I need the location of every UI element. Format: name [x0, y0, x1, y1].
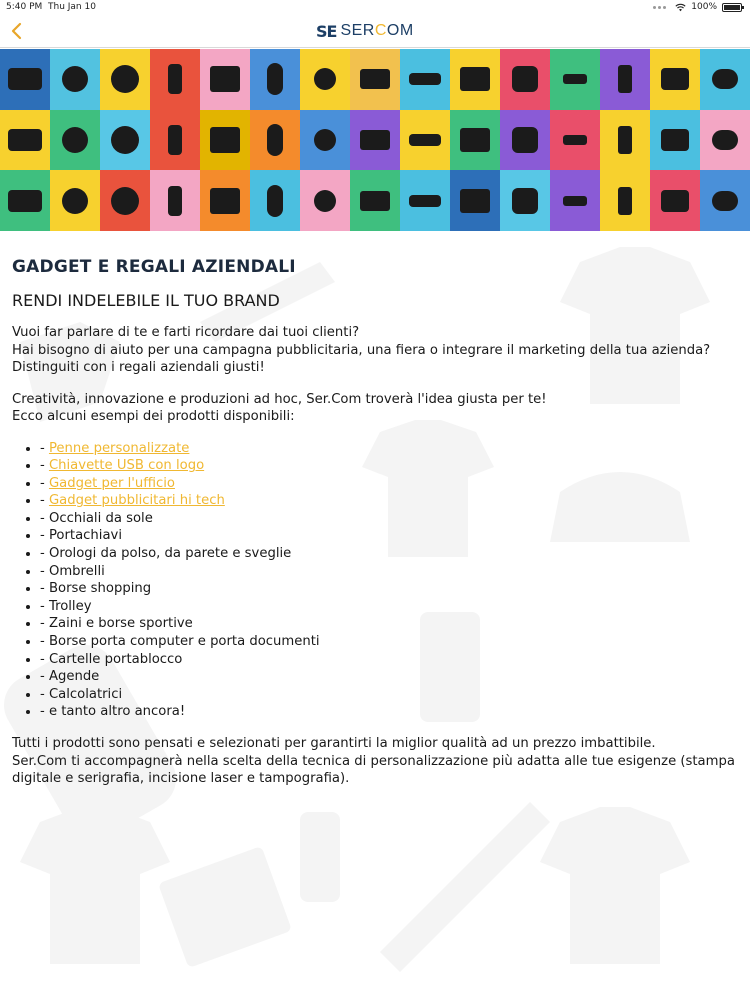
- gadget-icon: [8, 68, 42, 90]
- products-list: [12, 440, 738, 722]
- link-gadget-ufficio[interactable]: Gadget per l'ufficio: [48, 475, 175, 491]
- gadget-icon: [267, 124, 283, 156]
- hero-tile-gadget-icon: [700, 49, 750, 110]
- content-area: [0, 232, 750, 1000]
- gadget-icon: [460, 67, 490, 91]
- list-item: [40, 475, 738, 493]
- list-item: • - e tanto altro ancora!: [40, 703, 738, 721]
- hero-tile-gadget-icon: [650, 110, 700, 171]
- hero-tile-gadget-icon: [550, 170, 600, 231]
- battery-icon: [722, 3, 742, 12]
- hero-tile-gadget-icon: [550, 49, 600, 110]
- intro-line-2: Hai bisogno di aiuto per una campagna pubblicitaria, una fiera o integrare il marketing della tua azienda? Distinguiti con i regali aziendali giusti!: [12, 342, 711, 375]
- status-time: 5:40 PM: [6, 2, 43, 12]
- battery-percent: 100%: [691, 2, 717, 12]
- list-item: • - Agende: [40, 668, 738, 686]
- list-item: • - Zaini e borse sportive: [40, 615, 738, 633]
- gadget-icon: [360, 191, 390, 211]
- hero-tile-gadget-icon: [0, 49, 50, 110]
- hero-tile-gadget-icon: [500, 170, 550, 231]
- list-prefix: -: [40, 458, 49, 474]
- outro-line-1: Tutti i prodotti sono pensati e selezionati per garantirti la miglior qualità ad un prezzo imbattibile.: [12, 736, 656, 751]
- link-penne-personalizzate[interactable]: Penne personalizzate: [48, 440, 190, 456]
- list-prefix: -: [40, 475, 49, 491]
- gadget-icon: [460, 128, 490, 152]
- gadget-icon: [618, 126, 632, 154]
- hero-tile-gadget-icon: [600, 49, 650, 110]
- hero-tile-gadget-icon: [50, 110, 100, 171]
- list-item: • - Cartelle portablocco: [40, 651, 738, 669]
- gadget-icon: [360, 130, 390, 150]
- sercom-logo: [316, 20, 414, 42]
- hero-tile-gadget-icon: [300, 170, 350, 231]
- page-subtitle: RENDI INDELEBILE IL TUO BRAND: [12, 291, 280, 310]
- gadget-icon: [661, 129, 689, 151]
- list-prefix: -: [40, 493, 49, 509]
- gadget-icon: [62, 66, 88, 92]
- gadget-icon: [409, 73, 441, 85]
- logo-text-om: OM: [386, 22, 414, 39]
- page-title: GADGET E REGALI AZIENDALI: [12, 257, 296, 277]
- intro-paragraph: [12, 324, 738, 377]
- gadget-icon: [8, 129, 42, 151]
- gadget-icon: [618, 65, 632, 93]
- gadget-icon: [168, 64, 182, 94]
- intro-line-4: Ecco alcuni esempi dei prodotti disponibili:: [12, 409, 295, 424]
- outro-line-2: Ser.Com ti accompagnerà nella scelta della tecnica di personalizzazione più adatta alle tue esigenze (stampa digitale e serigrafia, incisione laser e tampografia).: [12, 753, 735, 786]
- gadget-icon: [210, 188, 240, 214]
- list-item: • - Portachiavi: [40, 527, 738, 545]
- gadget-icon: [210, 127, 240, 153]
- hero-tile-gadget-icon: [300, 49, 350, 110]
- wifi-icon: [675, 3, 686, 12]
- gadget-icon: [563, 74, 587, 84]
- gadget-icon: [210, 66, 240, 92]
- gadget-icon: [563, 196, 587, 206]
- hero-tile-gadget-icon: [250, 49, 300, 110]
- hero-tile-gadget-icon: [250, 110, 300, 171]
- hero-tile-gadget-icon: [100, 110, 150, 171]
- list-item: • - Ombrelli: [40, 563, 738, 581]
- hero-tile-gadget-icon: [500, 110, 550, 171]
- outro-paragraph: [12, 735, 738, 788]
- hero-tile-gadget-icon: [100, 49, 150, 110]
- hero-tile-gadget-icon: [200, 170, 250, 231]
- gadget-icon: [168, 186, 182, 216]
- intro-line-1: Vuoi far parlare di te e farti ricordare dai tuoi clienti?: [12, 325, 360, 340]
- hero-tile-gadget-icon: [350, 170, 400, 231]
- gadget-icon: [62, 188, 88, 214]
- hero-tile-gadget-icon: [650, 49, 700, 110]
- gadget-icon: [460, 189, 490, 213]
- logo-text-ser: SER: [340, 22, 375, 39]
- hero-tile-gadget-icon: [50, 49, 100, 110]
- list-item: [40, 492, 738, 510]
- intro-line-3: Creatività, innovazione e produzioni ad hoc, Ser.Com troverà l'idea giusta per te!: [12, 391, 547, 407]
- hero-tile-gadget-icon: [700, 170, 750, 231]
- logo-wordmark: [340, 22, 413, 40]
- link-gadget-hi-tech[interactable]: Gadget pubblicitari hi tech: [48, 493, 225, 509]
- gadget-icon: [409, 195, 441, 207]
- gadget-icon: [111, 65, 139, 93]
- hero-tile-gadget-icon: [450, 110, 500, 171]
- hero-tile-gadget-icon: [150, 49, 200, 110]
- hero-tile-gadget-icon: [0, 110, 50, 171]
- hero-tile-gadget-icon: [250, 170, 300, 231]
- gadget-icon: [661, 190, 689, 212]
- gadget-icon: [360, 69, 390, 89]
- hero-tile-gadget-icon: [500, 49, 550, 110]
- hero-tile-gadget-icon: [400, 49, 450, 110]
- list-item: • - Borse shopping: [40, 580, 738, 598]
- hero-tile-gadget-icon: [400, 110, 450, 171]
- gadget-icon: [712, 69, 738, 89]
- back-chevron-icon[interactable]: [6, 20, 28, 42]
- list-item: • - Occhiali da sole: [40, 510, 738, 528]
- hero-tile-gadget-icon: [0, 170, 50, 231]
- gadget-icon: [111, 187, 139, 215]
- hero-tile-gadget-icon: [200, 110, 250, 171]
- hero-tile-gadget-icon: [600, 110, 650, 171]
- gadget-icon: [168, 125, 182, 155]
- list-prefix: -: [40, 440, 49, 456]
- gadget-icon: [267, 63, 283, 95]
- hero-tile-gadget-icon: [400, 170, 450, 231]
- gadget-icon: [661, 68, 689, 90]
- hero-tile-gadget-icon: [700, 110, 750, 171]
- navigation-bar: [0, 16, 750, 48]
- gadget-icon: [267, 185, 283, 217]
- multitasking-dots-icon: [653, 6, 666, 9]
- status-bar: [0, 0, 750, 16]
- hero-tile-gadget-icon: [450, 49, 500, 110]
- logo-text-c: C: [374, 22, 387, 39]
- list-item: [40, 457, 738, 475]
- gadget-icon: [314, 190, 336, 212]
- list-item: • - Orologi da polso, da parete e sveglie: [40, 545, 738, 563]
- gadget-icon: [62, 127, 88, 153]
- gadget-icon: [314, 129, 336, 151]
- gadget-icon: [563, 135, 587, 145]
- list-item: [40, 440, 738, 458]
- list-item: • - Calcolatrici: [40, 686, 738, 704]
- gadget-icon: [712, 191, 738, 211]
- hero-tile-gadget-icon: [600, 170, 650, 231]
- gadget-icon: [409, 134, 441, 146]
- gadget-icon: [712, 130, 738, 150]
- link-chiavette-usb[interactable]: Chiavette USB con logo: [48, 458, 205, 474]
- hero-tile-gadget-icon: [150, 170, 200, 231]
- hero-tile-gadget-icon: [150, 110, 200, 171]
- list-item: • - Trolley: [40, 598, 738, 616]
- gadget-icon: [618, 187, 632, 215]
- hero-tile-gadget-icon: [50, 170, 100, 231]
- hero-tile-gadget-icon: [200, 49, 250, 110]
- gadget-icon: [512, 188, 538, 214]
- hero-tile-gadget-icon: [350, 49, 400, 110]
- hero-banner-gadgets: [0, 49, 750, 231]
- status-right: [653, 2, 742, 12]
- hero-tile-gadget-icon: [650, 170, 700, 231]
- hero-tile-gadget-icon: [350, 110, 400, 171]
- hero-tile-gadget-icon: [300, 110, 350, 171]
- ideas-paragraph: [12, 391, 738, 426]
- hero-tile-gadget-icon: [450, 170, 500, 231]
- gadget-icon: [8, 190, 42, 212]
- list-item: • - Borse porta computer e porta documenti: [40, 633, 738, 651]
- hero-tile-gadget-icon: [100, 170, 150, 231]
- gadget-icon: [512, 127, 538, 153]
- gadget-icon: [314, 68, 336, 90]
- status-date: Thu Jan 10: [48, 2, 96, 12]
- hero-tile-gadget-icon: [550, 110, 600, 171]
- gadget-icon: [512, 66, 538, 92]
- logo-mark: SE: [316, 21, 337, 41]
- gadget-icon: [111, 126, 139, 154]
